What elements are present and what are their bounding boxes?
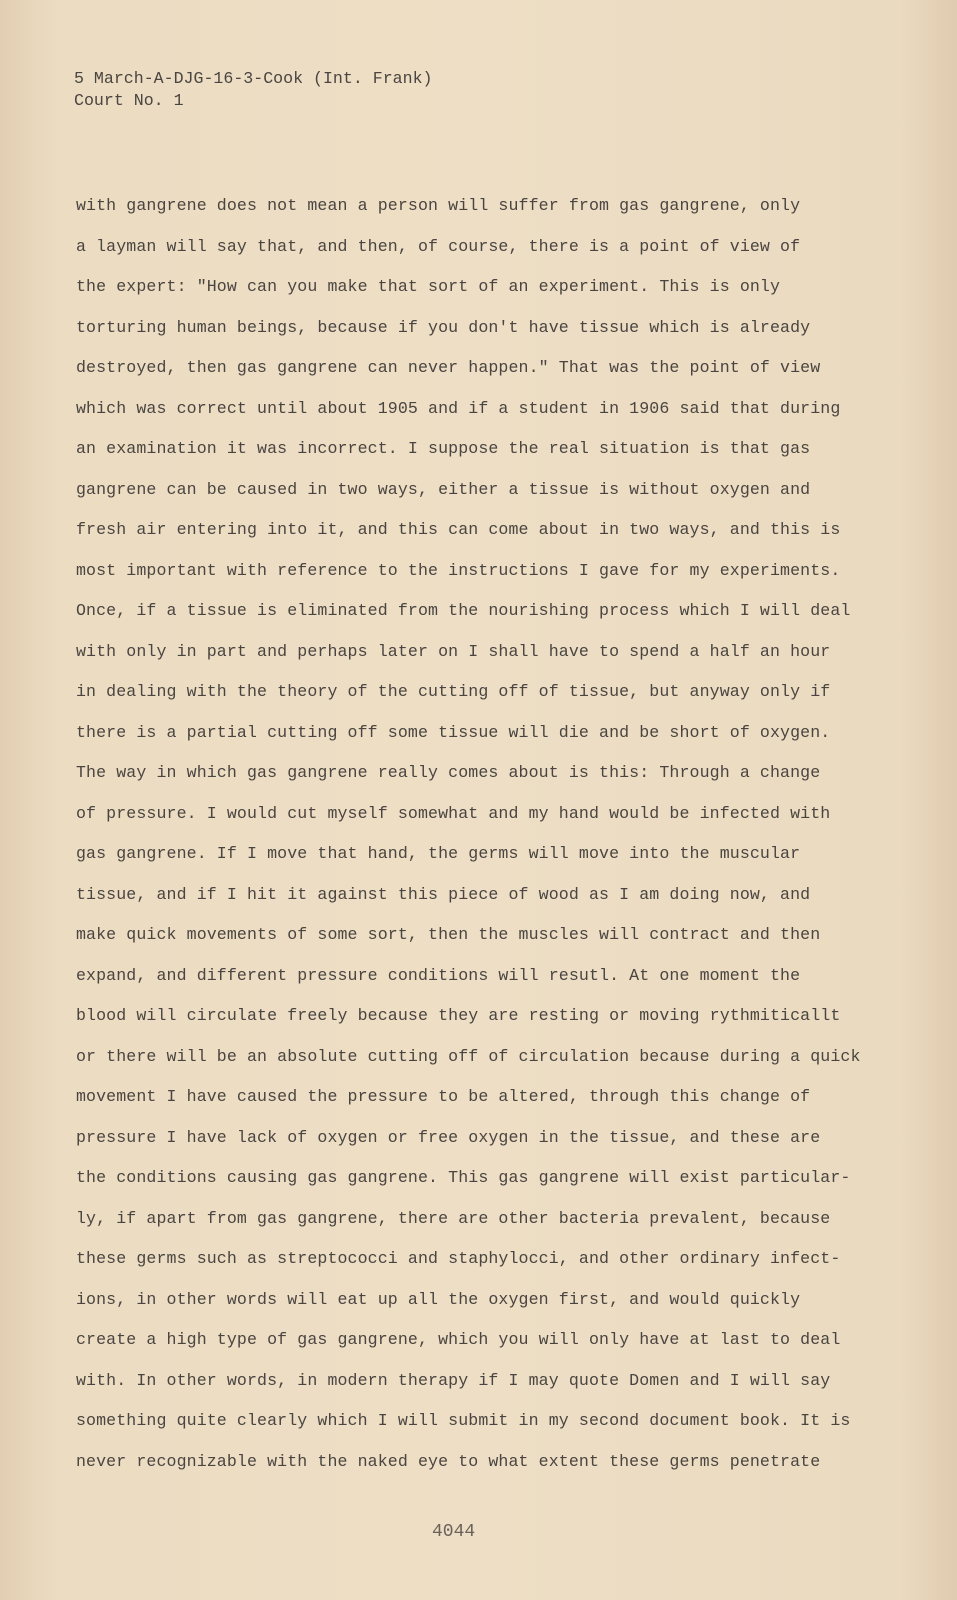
transcript-line: ly, if apart from gas gangrene, there are other bacteria prevalent, because [76, 1208, 831, 1228]
transcript-line: there is a partial cutting off some tissue will die and be short of oxygen. [76, 722, 831, 742]
transcript-line: pressure I have lack of oxygen or free oxygen in the tissue, and these are [76, 1127, 821, 1147]
transcript-line: most important with reference to the instructions I gave for my experiments. [76, 560, 841, 580]
transcript-line: destroyed, then gas gangrene can never happen." That was the point of view [76, 358, 821, 377]
transcript-line: fresh air entering into it, and this can come about in two ways, and this is [76, 520, 841, 539]
document-header [74, 68, 432, 112]
transcript-line: of pressure. I would cut myself somewhat and my hand would be infected with [76, 803, 831, 823]
transcript-line: with. In other words, in modern therapy if I may quote Domen and I will say [76, 1370, 831, 1390]
transcript-line: expand, and different pressure conditions will resutl. At one moment the [76, 965, 801, 985]
header-court-line: Court No. 1 [74, 91, 184, 110]
transcript-line: an examination it was incorrect. I suppose the real situation is that gas [76, 439, 811, 458]
transcript-line: tissue, and if I hit it against this piece of wood as I am doing now, and [76, 884, 811, 904]
transcript-line: with only in part and perhaps later on I shall have to spend a half an hour [76, 641, 831, 661]
page-number: 4044 [432, 1522, 476, 1542]
transcript-line: gangrene can be caused in two ways, either a tissue is without oxygen and [76, 479, 811, 499]
transcript-line: Once, if a tissue is eliminated from the nourishing process which I will deal [76, 601, 851, 620]
transcript-line: blood will circulate freely because they are resting or moving rythmiticallt [76, 1006, 841, 1025]
header-case-line: 5 March-A-DJG-16-3-Cook (Int. Frank) [74, 69, 433, 88]
transcript-line: torturing human beings, because if you don't have tissue which is already [76, 317, 811, 337]
transcript-line: a layman will say that, and then, of course, there is a point of view of [76, 236, 801, 256]
transcript-line: The way in which gas gangrene really comes about is this: Through a change [76, 763, 821, 782]
transcript-line: never recognizable with the naked eye to what extent these germs penetrate [76, 1451, 821, 1471]
transcript-line: make quick movements of some sort, then the muscles will contract and then [76, 925, 821, 944]
transcript-line: movement I have caused the pressure to be altered, through this change of [76, 1087, 811, 1106]
transcript-line: with gangrene does not mean a person will suffer from gas gangrene, only [76, 196, 801, 215]
transcript-line: these germs such as streptococci and staphylocci, and other ordinary infect- [76, 1249, 841, 1268]
transcript-line: or there will be an absolute cutting off of circulation because during a quick [76, 1046, 861, 1066]
transcript-body [76, 186, 861, 1482]
transcript-line: the conditions causing gas gangrene. This gas gangrene will exist particular- [76, 1168, 851, 1187]
transcript-line: ions, in other words will eat up all the oxygen first, and would quickly [76, 1289, 801, 1309]
transcript-line: create a high type of gas gangrene, which you will only have at last to deal [76, 1330, 841, 1349]
transcript-line: in dealing with the theory of the cutting off of tissue, but anyway only if [76, 682, 831, 701]
transcript-line: the expert: "How can you make that sort of an experiment. This is only [76, 277, 781, 296]
transcript-line: which was correct until about 1905 and if a student in 1906 said that during [76, 398, 841, 418]
transcript-line: something quite clearly which I will submit in my second document book. It is [76, 1411, 851, 1430]
transcript-line: gas gangrene. If I move that hand, the germs will move into the muscular [76, 844, 801, 863]
